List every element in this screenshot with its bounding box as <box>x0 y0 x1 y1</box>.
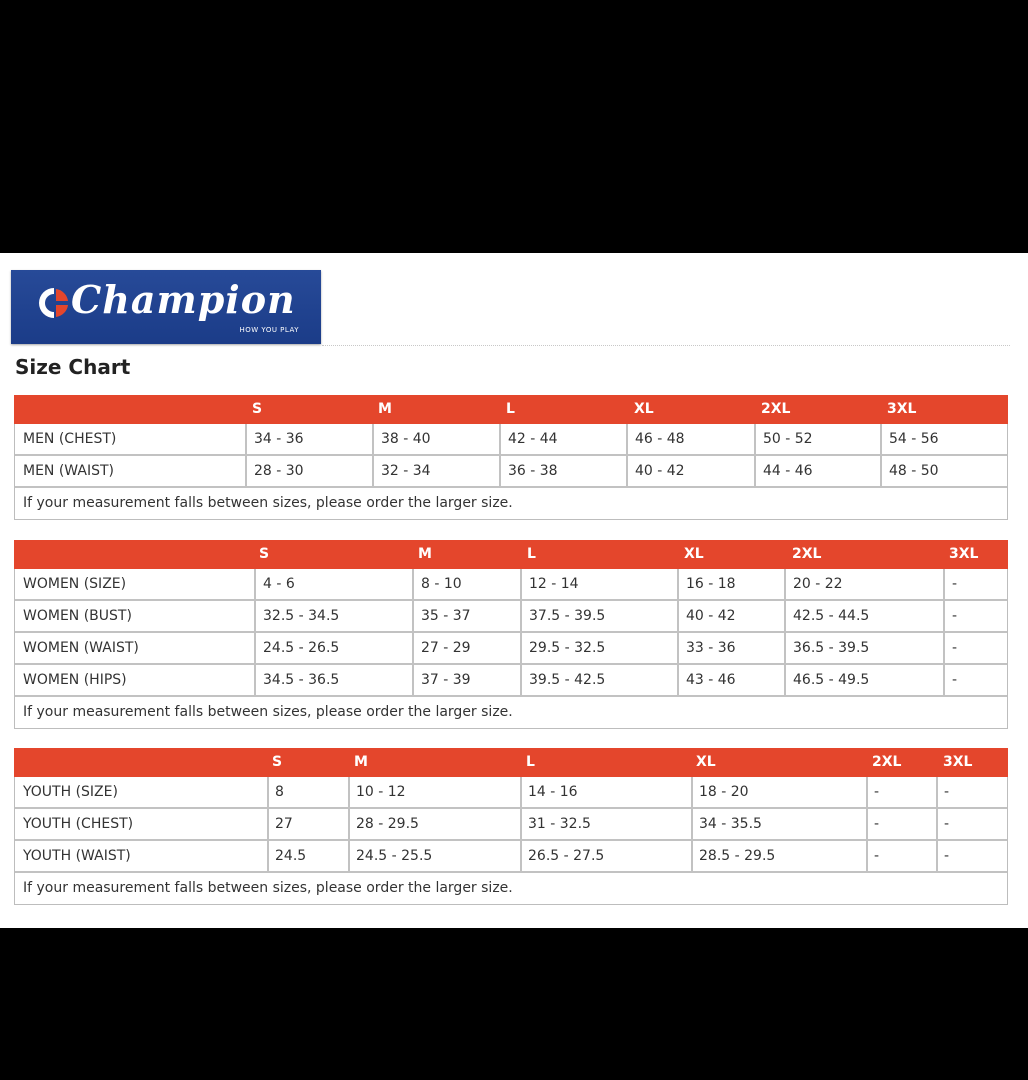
table-cell: 32 - 34 <box>381 463 431 479</box>
men-size-header-m: M <box>378 401 392 417</box>
table-row <box>15 454 1007 486</box>
table-cell: 18 - 20 <box>699 784 749 800</box>
table-cell: 36.5 - 39.5 <box>793 640 870 656</box>
column-divider <box>754 424 756 486</box>
table-cell: - <box>874 848 880 864</box>
column-divider <box>784 569 786 695</box>
table-cell: 37 - 39 <box>421 672 471 688</box>
table-cell: 42.5 - 44.5 <box>793 608 870 624</box>
table-row <box>15 777 1007 807</box>
men-size-header-3xl: 3XL <box>887 401 917 417</box>
table-cell: 42 - 44 <box>508 431 558 447</box>
row-label: YOUTH (WAIST) <box>23 848 131 864</box>
table-cell: 12 - 14 <box>529 576 579 592</box>
men-size-header <box>14 395 1008 424</box>
champion-c-icon <box>37 286 71 320</box>
column-divider <box>943 569 945 695</box>
column-divider <box>520 569 522 695</box>
column-divider <box>245 424 247 486</box>
table-cell: 28 - 29.5 <box>356 816 419 832</box>
table-cell: 38 - 40 <box>381 431 431 447</box>
youth-size-header-s: S <box>272 754 283 770</box>
youth-size-header-xl: XL <box>696 754 716 770</box>
women-size-header-m: M <box>418 546 432 562</box>
table-cell: 14 - 16 <box>528 784 578 800</box>
column-divider <box>677 569 679 695</box>
column-divider <box>936 777 938 871</box>
row-label: MEN (WAIST) <box>23 463 114 479</box>
table-cell: - <box>952 672 958 688</box>
dotted-divider <box>322 345 1010 346</box>
table-cell: 16 - 18 <box>686 576 736 592</box>
column-divider <box>254 569 256 695</box>
men-size-header-2xl: 2XL <box>761 401 791 417</box>
table-cell: 27 - 29 <box>421 640 471 656</box>
table-cell: 8 <box>275 784 284 800</box>
brand-name: Champion <box>71 277 296 322</box>
column-divider <box>520 777 522 871</box>
table-cell: 10 - 12 <box>356 784 406 800</box>
women-size-header-3xl: 3XL <box>949 546 979 562</box>
column-divider <box>348 777 350 871</box>
table-row <box>15 424 1007 454</box>
table-cell: - <box>944 848 950 864</box>
table-row <box>15 663 1007 695</box>
brand-tagline: HOW YOU PLAY <box>239 326 299 334</box>
column-divider <box>866 777 868 871</box>
table-cell: - <box>944 784 950 800</box>
table-cell: 32.5 - 34.5 <box>263 608 340 624</box>
table-cell: 40 - 42 <box>635 463 685 479</box>
table-cell: 34 - 36 <box>254 431 304 447</box>
men-size-header-l: L <box>506 401 515 417</box>
row-label: MEN (CHEST) <box>23 431 117 447</box>
table-cell: - <box>952 608 958 624</box>
table-row <box>15 807 1007 839</box>
row-label: YOUTH (SIZE) <box>23 784 118 800</box>
youth-size-header-m: M <box>354 754 368 770</box>
table-cell: - <box>874 816 880 832</box>
table-row <box>15 839 1007 871</box>
column-divider <box>626 424 628 486</box>
table-cell: 34 - 35.5 <box>699 816 762 832</box>
table-cell: 48 - 50 <box>889 463 939 479</box>
table-cell: 24.5 - 26.5 <box>263 640 340 656</box>
table-cell: 33 - 36 <box>686 640 736 656</box>
table-cell: 28.5 - 29.5 <box>699 848 776 864</box>
column-divider <box>412 569 414 695</box>
table-row <box>15 569 1007 599</box>
table-cell: 39.5 - 42.5 <box>529 672 606 688</box>
column-divider <box>499 424 501 486</box>
table-cell: 44 - 46 <box>763 463 813 479</box>
men-size-header-s: S <box>252 401 263 417</box>
table-cell: 40 - 42 <box>686 608 736 624</box>
youth-size-table <box>14 748 1008 905</box>
column-divider <box>372 424 374 486</box>
table-cell: - <box>952 576 958 592</box>
table-cell: 37.5 - 39.5 <box>529 608 606 624</box>
table-cell: 50 - 52 <box>763 431 813 447</box>
table-cell: 20 - 22 <box>793 576 843 592</box>
table-cell: 46.5 - 49.5 <box>793 672 870 688</box>
table-cell: 34.5 - 36.5 <box>263 672 340 688</box>
women-size-header <box>14 540 1008 569</box>
size-chart-panel <box>0 253 1028 928</box>
table-cell: 24.5 - 25.5 <box>356 848 433 864</box>
youth-size-header-2xl: 2XL <box>872 754 902 770</box>
women-size-header-2xl: 2XL <box>792 546 822 562</box>
table-row <box>15 599 1007 631</box>
table-cell: 24.5 <box>275 848 307 864</box>
table-cell: 26.5 - 27.5 <box>528 848 605 864</box>
table-cell: 29.5 - 32.5 <box>529 640 606 656</box>
table-cell: 8 - 10 <box>421 576 462 592</box>
table-cell: 35 - 37 <box>421 608 471 624</box>
size-note: If your measurement falls between sizes, please order the larger size. <box>15 695 1007 728</box>
row-label: WOMEN (SIZE) <box>23 576 127 592</box>
size-note: If your measurement falls between sizes, please order the larger size. <box>15 871 1007 904</box>
table-cell: - <box>952 640 958 656</box>
men-size-header-xl: XL <box>634 401 654 417</box>
youth-size-header <box>14 748 1008 777</box>
page-title: Size Chart <box>15 355 131 379</box>
women-size-header-s: S <box>259 546 270 562</box>
youth-size-header-l: L <box>526 754 535 770</box>
youth-size-header-3xl: 3XL <box>943 754 973 770</box>
table-cell: 43 - 46 <box>686 672 736 688</box>
women-size-header-l: L <box>527 546 536 562</box>
women-size-header-xl: XL <box>684 546 704 562</box>
row-label: WOMEN (BUST) <box>23 608 132 624</box>
size-note: If your measurement falls between sizes, please order the larger size. <box>15 486 1007 519</box>
row-label: YOUTH (CHEST) <box>23 816 134 832</box>
women-size-table <box>14 540 1008 729</box>
table-cell: 27 <box>275 816 293 832</box>
table-cell: 36 - 38 <box>508 463 558 479</box>
column-divider <box>691 777 693 871</box>
table-cell: 31 - 32.5 <box>528 816 591 832</box>
men-size-table <box>14 395 1008 520</box>
row-label: WOMEN (WAIST) <box>23 640 139 656</box>
table-cell: - <box>874 784 880 800</box>
champion-logo <box>11 270 321 344</box>
table-cell: 46 - 48 <box>635 431 685 447</box>
column-divider <box>880 424 882 486</box>
column-divider <box>267 777 269 871</box>
table-cell: 28 - 30 <box>254 463 304 479</box>
table-row <box>15 631 1007 663</box>
row-label: WOMEN (HIPS) <box>23 672 127 688</box>
table-cell: 54 - 56 <box>889 431 939 447</box>
table-cell: 4 - 6 <box>263 576 295 592</box>
table-cell: - <box>944 816 950 832</box>
